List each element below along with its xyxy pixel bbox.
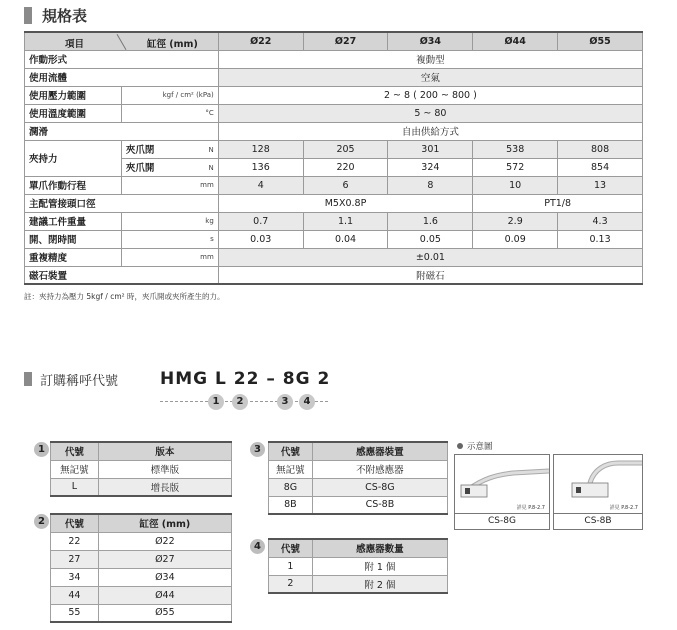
bore-header: Ø27 — [303, 32, 388, 50]
diagram-title: 示意圖 — [467, 442, 493, 452]
spec-note: 註：夾持力為壓力 5kgf / cm² 時，夾爪開或夾所產生的力。 — [24, 292, 225, 301]
bore-header: Ø44 — [473, 32, 558, 50]
table-row: 8B CS-8B — [269, 496, 448, 514]
table-row: 34 Ø34 — [51, 568, 232, 586]
section-marker — [24, 7, 32, 24]
diagram-bullet-icon — [457, 443, 463, 449]
bore-header: Ø34 — [388, 32, 473, 50]
table-row: 無記號 標準版 — [51, 460, 232, 478]
row-magnet: 磁石裝置 附磁石 — [25, 266, 643, 284]
row-grip-close: 夾持力 夾爪閉 N 128 205 301 538 808 — [25, 140, 643, 158]
table4-badge: 4 — [250, 539, 265, 554]
table-row: L 增長版 — [51, 478, 232, 496]
table-row: 無記號 不附感應器 — [269, 460, 448, 478]
row-action: 作動形式 複動型 — [25, 50, 643, 68]
row-stroke: 單爪作動行程 mm 4 6 8 10 13 — [25, 176, 643, 194]
sensor-table: 代號 感應器裝置 無記號 不附感應器 8G CS-8G 8B CS-8B — [268, 441, 448, 515]
row-repeatability: 重複精度 mm ±0.01 — [25, 248, 643, 266]
table2-badge: 2 — [34, 514, 49, 529]
bore-header: Ø55 — [558, 32, 643, 50]
caption-cs8b: CS-8B — [553, 514, 643, 530]
caption-cs8g: CS-8G — [454, 514, 550, 530]
sensor-diagram-cs8b — [553, 454, 643, 514]
row-port: 主配管接頭口徑 M5X0.8P PT1/8 — [25, 194, 643, 212]
row-fluid: 使用流體 空氣 — [25, 68, 643, 86]
table-row: 44 Ø44 — [51, 586, 232, 604]
ref-note: 詳見 P.8-2.7 — [609, 505, 638, 511]
code-marker-2: 2 — [232, 394, 248, 410]
bore-header: Ø22 — [218, 32, 303, 50]
table3-badge: 3 — [250, 442, 265, 457]
row-pressure: 使用壓力範圍 kgf / cm² (kPa) 2 ~ 8 ( 200 ~ 800 ) — [25, 86, 643, 104]
spec-table — [24, 31, 643, 285]
section-marker — [24, 372, 32, 386]
table-row: 22 Ø22 — [51, 532, 232, 550]
table-row: 2 附 2 個 — [269, 575, 448, 593]
code-marker-3: 3 — [277, 394, 293, 410]
row-time: 開、閉時間 s 0.03 0.04 0.05 0.09 0.13 — [25, 230, 643, 248]
row-lubrication: 潤滑 自由供給方式 — [25, 122, 643, 140]
bore-table: 代號 缸徑 (mm) 22 Ø22 27 Ø27 34 Ø34 44 Ø44 55 Ø55 — [50, 513, 232, 623]
table-row: 27 Ø27 — [51, 550, 232, 568]
code-marker-4: 4 — [299, 394, 315, 410]
ref-note: 詳見 P.8-2.7 — [516, 505, 545, 511]
row-weight: 建議工件重量 kg 0.7 1.1 1.6 2.9 4.3 — [25, 212, 643, 230]
version-table: 代號 版本 無記號 標準版 L 增長版 — [50, 441, 232, 497]
table-row: 1 附 1 個 — [269, 557, 448, 575]
order-section-title: 訂購稱呼代號 — [40, 374, 119, 389]
table-row: 55 Ø55 — [51, 604, 232, 622]
sensor-qty-table: 代號 感應器數量 1 附 1 個 2 附 2 個 — [268, 538, 448, 594]
sensor-diagram-cs8g — [454, 454, 550, 514]
table1-badge: 1 — [34, 442, 49, 457]
spec-section-title: 規格表 — [42, 7, 88, 25]
order-code: HMG L 22 – 8G 2 — [160, 369, 331, 389]
row-temperature: 使用溫度範圍 °C 5 ~ 80 — [25, 104, 643, 122]
code-marker-1: 1 — [208, 394, 224, 410]
table-row: 8G CS-8G — [269, 478, 448, 496]
spec-header-item: 項目 缸徑 (mm) — [25, 32, 219, 50]
row-grip-open: 夾爪開 N 136 220 324 572 854 — [25, 158, 643, 176]
